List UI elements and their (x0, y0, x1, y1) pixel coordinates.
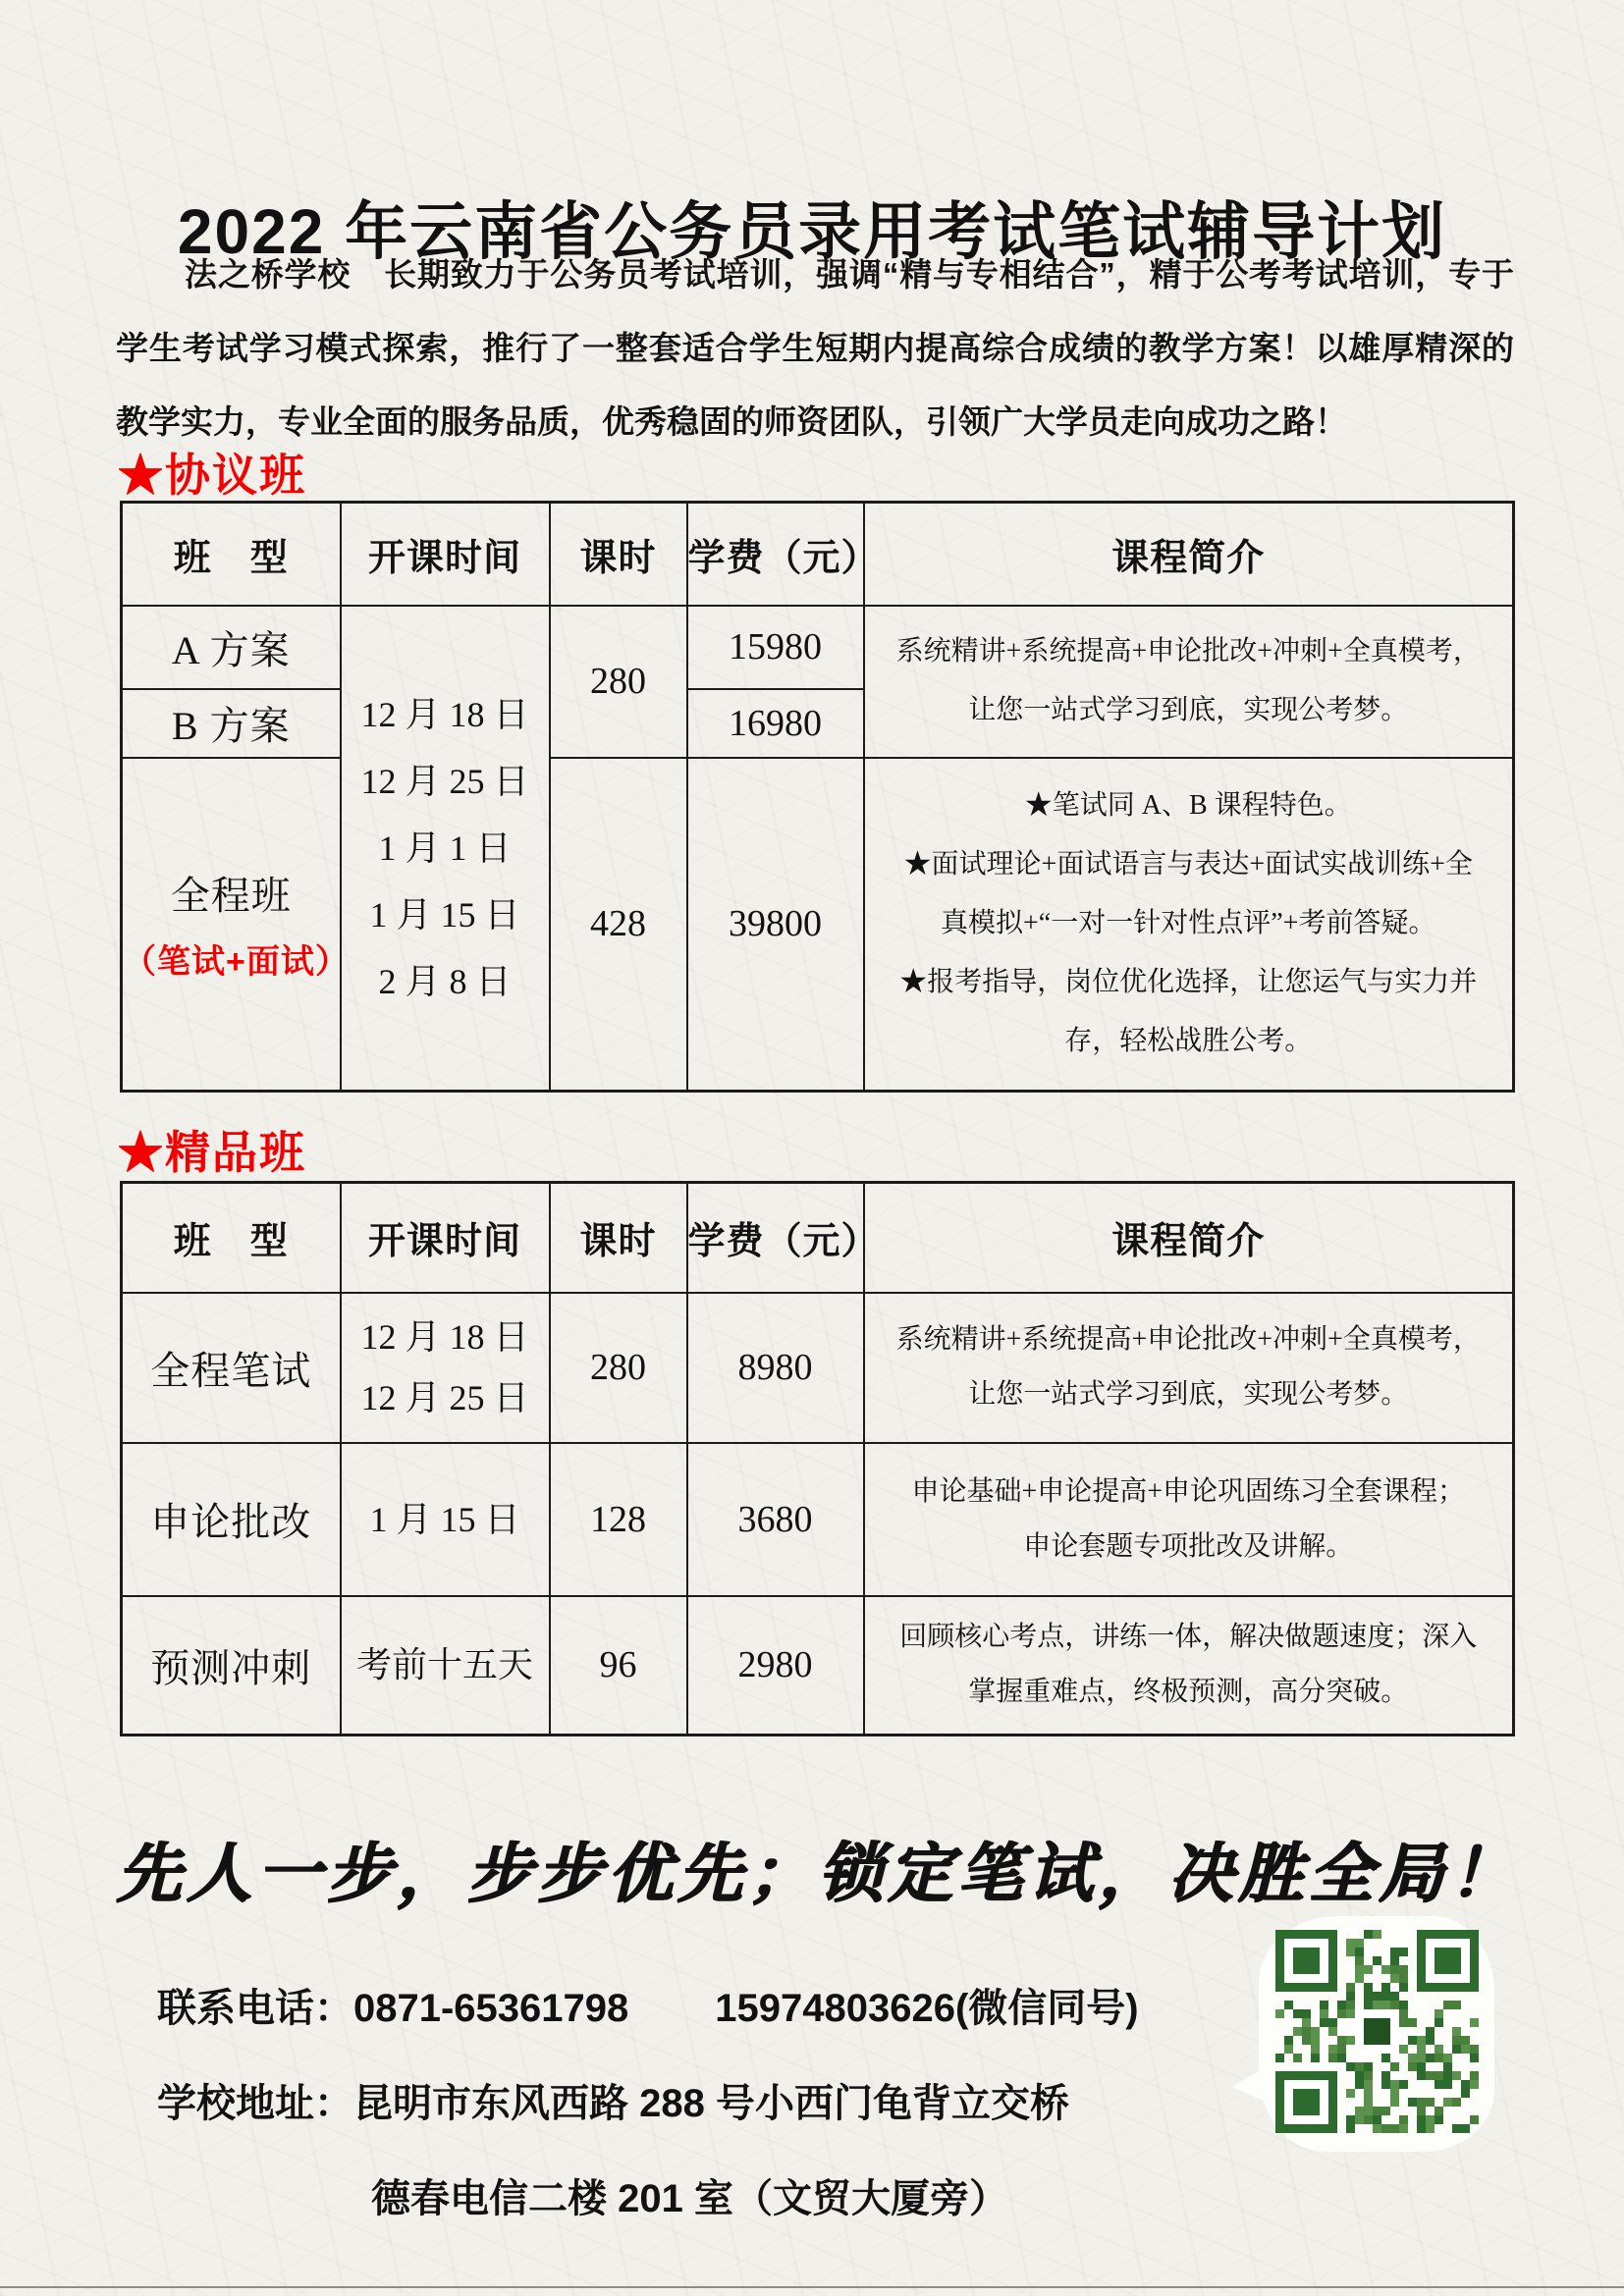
wechat-qr-code (1275, 1930, 1479, 2138)
cell-hours-sprint: 96 (550, 1596, 687, 1735)
cell-full-course (122, 758, 350, 1092)
cell-desc-written: 系统精讲+系统提高+申论批改+冲刺+全真模考， 让您一站式学习到底，实现公考梦。 (864, 1293, 1514, 1443)
cell-dates-written: 12 月 18 日 12 月 25 日 (341, 1293, 550, 1443)
table-row (122, 758, 1514, 1092)
header-start-date: 开课时间 (341, 1183, 550, 1293)
address-line-2: 德春电信二楼 201 室（文贸大厦旁） (371, 2177, 1008, 2220)
slogan-calligraphy: 先人一步，步步优先；锁定笔试，决胜全局！ (116, 1839, 1514, 1910)
address-label: 学校地址： (157, 2082, 353, 2125)
cell-fee-a: 15980 (687, 606, 864, 689)
qr-bubble-tail (1229, 2068, 1272, 2112)
cell-hours-written: 280 (550, 1293, 687, 1443)
cell-hours-full: 428 (550, 758, 687, 1092)
header-start-date: 开课时间 (341, 503, 550, 606)
table-row (122, 1443, 1514, 1596)
cell-fee-sprint: 2980 (687, 1596, 864, 1735)
header-fee: 学费（元） (687, 1183, 864, 1293)
cell-type-written: 全程笔试 (122, 1293, 341, 1443)
contact-address-line (157, 2078, 1139, 2129)
cell-dates-sprint: 考前十五天 (341, 1596, 550, 1735)
cell-fee-full: 39800 (687, 758, 864, 1092)
cell-fee-essay: 3680 (687, 1443, 864, 1596)
cell-fee-written: 8980 (687, 1293, 864, 1443)
cell-desc-essay: 申论基础+申论提高+申论巩固练习全套课程； 申论套题专项批改及讲解。 (864, 1443, 1514, 1596)
cell-type-sprint: 预测冲刺 (122, 1596, 341, 1735)
section-label-premium: ★精品班 (118, 1127, 306, 1178)
header-course-intro: 课程简介 (864, 1183, 1514, 1293)
cell-plan-a: A 方案 (122, 606, 341, 689)
contact-phone-line (157, 1983, 1139, 2034)
table-row (122, 606, 1514, 689)
qr-bubble (1259, 1916, 1494, 2152)
page-bottom-edge (0, 2286, 1624, 2288)
phone-number-1: 0871-65361798 (353, 1987, 629, 2030)
agreement-table (120, 501, 1515, 1093)
table-row (122, 1596, 1514, 1735)
intro-paragraph: 法之桥学校 长期致力于公务员考试培训，强调“精与专相结合”，精于公考考试培训，专于 学生考试学习模式探索，推行了一整套适合学生短期内提高综合成绩的教学方案！以雄厚精深的 教学实力，专业全面的服务品质，优秀稳固的师资团队，引领广大学员走向成功之路！ (116, 256, 1514, 440)
cell-desc-sprint: 回顾核心考点，讲练一体，解决做题速度；深入 掌握重难点，终极预测，高分突破。 (864, 1596, 1514, 1735)
cell-desc-ab: 系统精讲+系统提高+申论批改+冲刺+全真模考， 让您一站式学习到底，实现公考梦。 (864, 606, 1514, 758)
phone-label: 联系电话： (157, 1987, 353, 2030)
cell-desc-full: ★笔试同 A、B 课程特色。 ★面试理论+面试语言与表达+面试实战训练+全 真模拟+“一对一针对性点评”+考前答疑。 ★报考指导，岗位优化选择，让您运气与实力并 存，轻松战胜公考。 (864, 758, 1514, 1092)
full-course-subtitle: （笔试+面试） (123, 943, 350, 982)
page-title: 2022 年云南省公务员录用考试笔试辅导计划 (177, 196, 1447, 267)
cell-plan-b: B 方案 (122, 689, 341, 758)
cell-dates-essay: 1 月 15 日 (341, 1443, 550, 1596)
phone-number-2: 15974803626(微信同号) (715, 1987, 1139, 2030)
cell-type-essay: 申论批改 (122, 1443, 341, 1596)
cell-agreement-dates: 12 月 18 日 12 月 25 日 1 月 1 日 1 月 15 日 2 月 8 日 (341, 606, 550, 1092)
header-class-type: 班 型 (122, 1183, 341, 1293)
full-course-name: 全程班 (170, 874, 292, 919)
header-class-type: 班 型 (122, 503, 341, 606)
header-hours: 课时 (550, 1183, 687, 1293)
cell-hours-essay: 128 (550, 1443, 687, 1596)
header-hours: 课时 (550, 503, 687, 606)
contact-block (157, 1983, 1139, 2269)
table-row (122, 1293, 1514, 1443)
cell-hours-ab: 280 (550, 606, 687, 758)
header-fee: 学费（元） (687, 503, 864, 606)
contact-address-line-2 (371, 2173, 1139, 2224)
cell-fee-b: 16980 (687, 689, 864, 758)
header-course-intro: 课程简介 (864, 503, 1514, 606)
address-line-1: 昆明市东风西路 288 号小西门龟背立交桥 (353, 2082, 1069, 2125)
section-label-agreement: ★协议班 (118, 450, 306, 501)
premium-table (120, 1181, 1515, 1736)
